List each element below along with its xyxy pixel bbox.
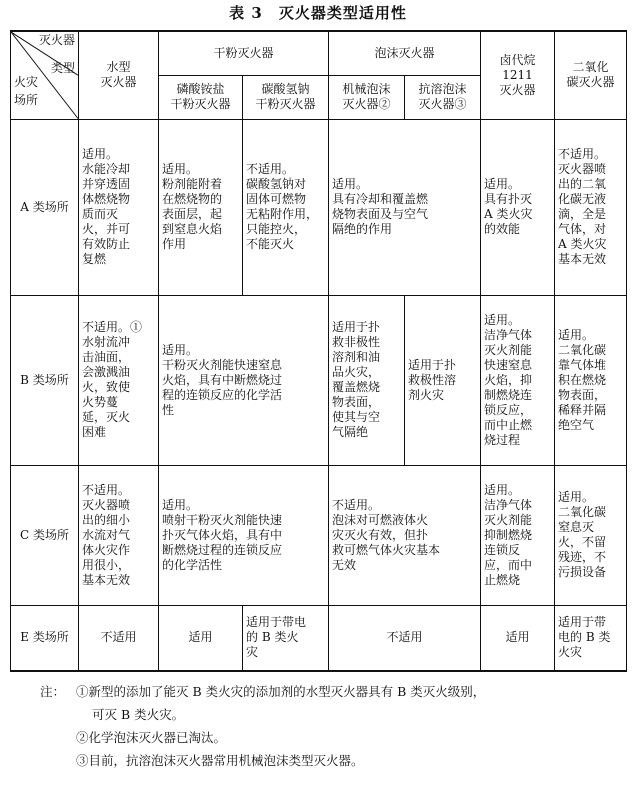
row-label-a: A 类场所 bbox=[11, 119, 79, 295]
notes-label: 注： bbox=[40, 684, 66, 699]
cell-b-water: 不适用。① 水射流冲 击油面， 会激溅油 火，致使 火势蔓 延，灭火 困难 bbox=[79, 295, 159, 465]
cell-e-ammonium: 适用 bbox=[159, 605, 243, 671]
table-row bbox=[11, 295, 627, 465]
table-row bbox=[11, 605, 627, 671]
corner-label-fire: 火灾 bbox=[14, 75, 39, 89]
extinguisher-suitability-table bbox=[10, 30, 627, 672]
cell-b-antisolvent-foam: 适用于扑 救极性溶 剂火灾 bbox=[405, 295, 481, 465]
cell-a-sodium: 不适用。 碳酸氢钠对 固体可燃物 无粘附作用， 只能控火， 不能灭火 bbox=[243, 119, 329, 295]
cell-c-powder: 适用。 喷射干粉灭火剂能快速 扑灭气体火焰，具有中 断燃烧过程的连锁反应 的化学活性 bbox=[159, 465, 329, 605]
cell-b-co2: 适用。 二氧化碳 靠气体堆 积在燃烧 物表面， 稀释并隔 绝空气 bbox=[555, 295, 627, 465]
cell-c-co2: 适用。 二氧化碳 窒息灭 火，不留 残迹，不 污损设备 bbox=[555, 465, 627, 605]
note-2: ②化学泡沫灭火器已淘汰。 bbox=[76, 730, 227, 745]
row-label-c: C 类场所 bbox=[11, 465, 79, 605]
note-1-continued: 可灭 B 类火灾。 bbox=[92, 707, 185, 722]
header-sodium-bicarbonate: 碳酸氢钠 干粉灭火器 bbox=[243, 75, 329, 119]
header-dry-powder: 干粉灭火器 bbox=[159, 31, 329, 75]
row-label-e: E 类场所 bbox=[11, 605, 79, 671]
note-1: ①新型的添加了能灭 B 类火灾的添加剂的水型灭火器具有 B 类灭火级别， bbox=[76, 684, 486, 699]
cell-b-halon: 适用。 洁净气体 灭火剂能 快速窒息 火焰，抑 制燃烧连 锁反应， 而中止燃 烧过程 bbox=[481, 295, 555, 465]
header-water: 水型 灭火器 bbox=[79, 31, 159, 119]
cell-c-water: 不适用。 灭火器喷 出的细小 水流对气 体火灾作 用很小， 基本无效 bbox=[79, 465, 159, 605]
cell-a-halon: 适用。 具有扑灭 A 类火灾 的效能 bbox=[481, 119, 555, 295]
table-row bbox=[11, 465, 627, 605]
table-title: 表 3 灭火器类型适用性 bbox=[229, 4, 407, 22]
cell-a-co2: 不适用。 灭火器喷 出的二氧 化碳无液 滴，全是 气体，对 A 类火灾 基本无效 bbox=[555, 119, 627, 295]
cell-c-halon: 适用。 洁净气体 灭火剂能 抑制燃烧 连锁反 应，而中 止燃烧 bbox=[481, 465, 555, 605]
cell-e-foam: 不适用 bbox=[329, 605, 481, 671]
cell-b-powder: 适用。 干粉灭火剂能快速窒息 火焰，具有中断燃烧过 程的连锁反应的化学活 性 bbox=[159, 295, 329, 465]
header-ammonium-phosphate: 磷酸铵盐 干粉灭火器 bbox=[159, 75, 243, 119]
header-co2: 二氧化 碳灭火器 bbox=[555, 31, 627, 119]
cell-e-co2: 适用于带 电的 B 类 火灾 bbox=[555, 605, 627, 671]
header-corner-cell bbox=[11, 31, 79, 119]
header-foam: 泡沫灭火器 bbox=[329, 31, 481, 75]
header-antisolvent-foam: 抗溶泡沫 灭火器③ bbox=[405, 75, 481, 119]
cell-e-halon: 适用 bbox=[481, 605, 555, 671]
header-halon: 卤代烷 1211 灭火器 bbox=[481, 31, 555, 119]
header-mechanical-foam: 机械泡沫 灭火器② bbox=[329, 75, 405, 119]
row-label-b: B 类场所 bbox=[11, 295, 79, 465]
corner-label-extinguisher: 灭火器 bbox=[38, 33, 75, 47]
cell-a-foam: 适用。 具有冷却和覆盖燃 烧物表面及与空气 隔绝的作用 bbox=[329, 119, 481, 295]
cell-b-mechanical-foam: 适用于扑 救非极性 溶剂和油 品火灾， 覆盖燃烧 物表面， 使其与空 气隔绝 bbox=[329, 295, 405, 465]
corner-label-place: 场所 bbox=[14, 93, 39, 107]
table-row bbox=[11, 119, 627, 295]
cell-c-foam: 不适用。 泡沫对可燃液体火 灾灭火有效，但扑 救可燃气体火灾基本 无效 bbox=[329, 465, 481, 605]
corner-label-type: 类型 bbox=[50, 61, 75, 75]
cell-e-water: 不适用 bbox=[79, 605, 159, 671]
cell-a-ammonium: 适用。 粉剂能附着 在燃烧物的 表面层，起 到窒息火焰 作用 bbox=[159, 119, 243, 295]
cell-e-sodium: 适用于带电 的 B 类火 灾 bbox=[243, 605, 329, 671]
table-notes bbox=[40, 680, 630, 772]
note-3: ③目前，抗溶泡沫灭火器常用机械泡沫类型灭火器。 bbox=[76, 753, 364, 768]
cell-a-water: 适用。 水能冷却 并穿透固 体燃烧物 质而灭 火，并可 有效防止 复燃 bbox=[79, 119, 159, 295]
